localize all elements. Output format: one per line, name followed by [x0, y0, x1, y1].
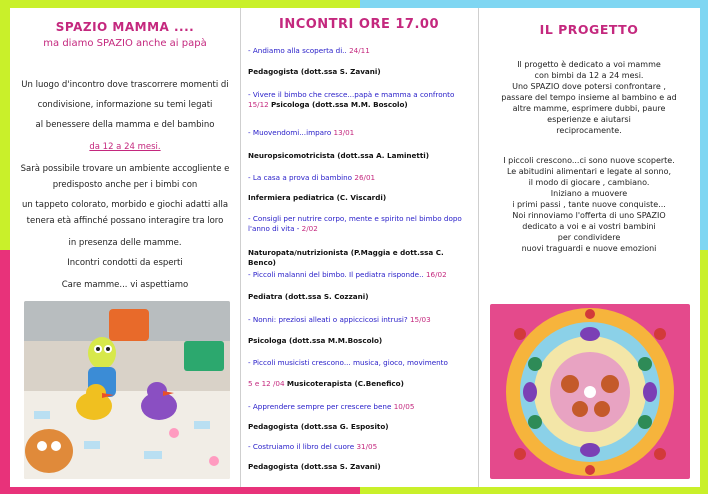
- panel-title: INCONTRI ORE 17.00: [278, 17, 440, 32]
- mandala-artwork: [490, 304, 690, 479]
- text-line: Iniziano a muovere: [550, 189, 628, 198]
- event-speaker: Psicologa (dott.ssa M.M.Boscolo): [248, 336, 383, 345]
- event-speaker: Naturopata/nutrizionista (P.Maggia e dott.ssa C. Benco): [248, 248, 444, 267]
- frame-left-top: [0, 0, 10, 250]
- event-title: - Vivere il bimbo che cresce...papà e mamma a confronto: [248, 90, 455, 99]
- text-line: Un luogo d'incontro dove trascorrere momenti di: [21, 80, 229, 90]
- text-line: Le abitudini alimentari e legate al sonno,: [506, 167, 672, 176]
- event-date: 2/02: [301, 224, 318, 233]
- divider-2: [478, 8, 479, 487]
- event-date: 15/12: [248, 100, 269, 109]
- panel-spazio-mamma: [12, 8, 238, 487]
- event-date: 31/05: [356, 442, 378, 451]
- event-speaker: Pediatra (dott.ssa S. Cozzani): [248, 292, 369, 301]
- panel-subtitle: ma diamo SPAZIO anche ai papà: [43, 38, 207, 49]
- event-title: - Andiamo alla scoperta di..: [248, 46, 347, 55]
- panel-incontri: [242, 8, 476, 487]
- text-line: Care mamme... vi aspettiamo: [61, 280, 189, 290]
- text-line: Incontri condotti da esperti: [67, 258, 183, 268]
- text-line: passare del tempo insieme al bambino e ad: [501, 93, 677, 102]
- event-title: - Muovendomi...imparo: [248, 128, 332, 137]
- text-line: Uno SPAZIO dove potersi confrontare ,: [512, 82, 666, 91]
- text-line: tenera età affinché possano interagire tra loro: [26, 216, 224, 226]
- event-title: - Nonni: preziosi alleati o appiccicosi intrusi?: [248, 315, 408, 324]
- frame-bottom-right: [360, 487, 708, 494]
- event-date: 10/05: [393, 402, 415, 411]
- text-line: reciprocamente.: [556, 126, 622, 135]
- event-speaker: Musicoterapista (C.Benefico): [286, 379, 404, 388]
- event-speaker: Pedagogista (dott.ssa S. Zavani): [248, 462, 381, 471]
- text-line: esperienze e aiutarsi: [547, 115, 631, 124]
- frame-right-bottom: [700, 250, 708, 494]
- text-line: Il progetto è dedicato a voi mamme: [517, 60, 661, 69]
- event-item-detail: [248, 379, 472, 389]
- event-date: 5 e 12 /04: [248, 379, 285, 388]
- frame-top-left: [0, 0, 360, 8]
- event-title: - La casa a prova di bambino: [248, 173, 353, 182]
- event-item: [248, 442, 472, 452]
- event-title: - Apprendere sempre per crescere bene: [248, 402, 392, 411]
- event-item: [248, 173, 472, 183]
- frame-right-top: [700, 0, 708, 250]
- event-item: [248, 402, 472, 412]
- panel-progetto: [480, 8, 698, 487]
- event-speaker: Infermiera pediatrica (C. Viscardi): [248, 193, 387, 202]
- event-date: 26/01: [354, 173, 376, 182]
- event-item: [248, 128, 472, 138]
- toys-photo: [24, 301, 230, 479]
- text-line: I piccoli crescono...ci sono nuove scoperte.: [503, 156, 675, 165]
- event-date: 24/11: [349, 46, 370, 55]
- event-title: - Costruiamo il libro del cuore: [248, 442, 355, 451]
- text-line: in presenza delle mamme.: [68, 238, 182, 248]
- panel-title: IL PROGETTO: [539, 22, 639, 37]
- event-item: [248, 46, 472, 56]
- text-line: predisposto anche per i bimbi con: [52, 180, 198, 190]
- text-line: nuovi traguardi e nuove emozioni: [521, 244, 657, 253]
- event-item: [248, 214, 472, 234]
- text-line: al benessere della mamma e del bambino: [35, 120, 215, 130]
- toys-photo-graphic: [24, 301, 230, 479]
- event-date: 15/03: [409, 315, 431, 324]
- frame-left-bottom: [0, 250, 10, 494]
- event-item: [248, 315, 472, 325]
- text-line: un tappeto colorato, morbido e giochi adatti alla: [21, 200, 229, 210]
- frame-bottom-left: [0, 487, 360, 494]
- event-title: - Piccoli musicisti crescono... musica, gioco, movimento: [248, 358, 448, 367]
- event-item: [248, 270, 472, 280]
- text-line: con bimbi da 12 a 24 mesi.: [534, 71, 644, 80]
- event-date: 13/01: [333, 128, 355, 137]
- divider-1: [240, 8, 241, 487]
- mandala-artwork-graphic: [490, 304, 690, 479]
- event-date: 16/02: [425, 270, 447, 279]
- frame-top-right: [360, 0, 708, 8]
- text-line: altre mamme, esprimere dubbi, paure: [512, 104, 666, 113]
- text-line: per condividere: [557, 233, 621, 242]
- event-speaker: Neuropsicomotricista (dott.ssa A. Laminetti): [248, 151, 430, 160]
- event-speaker: Pedagogista (dott.ssa G. Esposito): [248, 422, 389, 431]
- event-title: - Consigli per nutrire corpo, mente e spirito nel bimbo dopo l'anno di vita -: [248, 214, 462, 233]
- event-speaker: Pedagogista (dott.ssa S. Zavani): [248, 67, 381, 76]
- event-item: [248, 358, 472, 368]
- event-item: [248, 90, 472, 110]
- text-line: dedicato a voi e ai vostri bambini: [522, 222, 656, 231]
- event-title: - Piccoli malanni del bimbo. Il pediatra risponde..: [248, 270, 424, 279]
- text-line: il modo di giocare , cambiano.: [528, 178, 650, 187]
- age-range: da 12 a 24 mesi.: [89, 142, 161, 152]
- panel-title: SPAZIO MAMMA ....: [55, 20, 195, 34]
- text-line: i primi passi , tante nuove conquiste...: [512, 200, 666, 209]
- text-line: condivisione, informazione su temi legati: [37, 100, 213, 110]
- event-speaker: Psicologa (dott.ssa M.M. Boscolo): [271, 100, 408, 109]
- text-line: Sarà possibile trovare un ambiente accogliente e: [20, 164, 230, 174]
- text-line: Noi rinnoviamo l'offerta di uno SPAZIO: [512, 211, 666, 220]
